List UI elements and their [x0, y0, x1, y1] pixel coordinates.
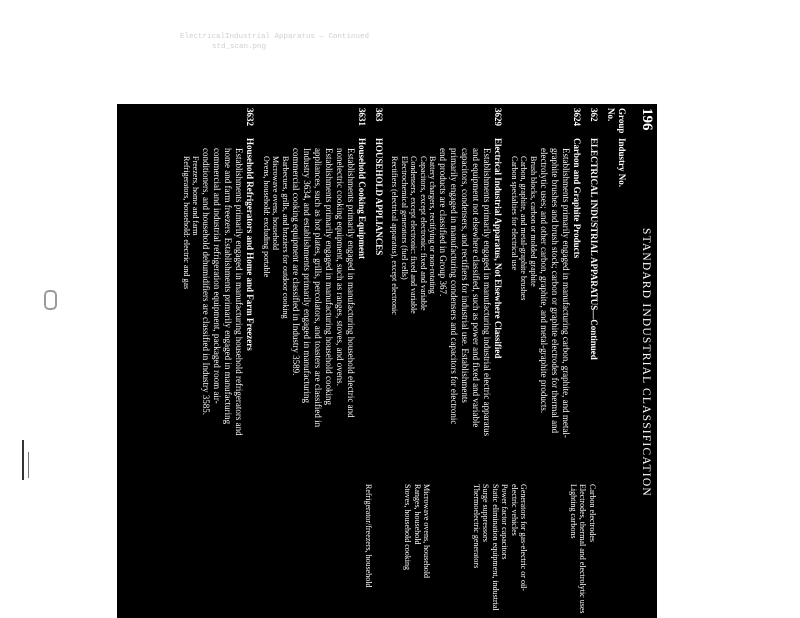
stamp-line-1: ElectricalIndustrial Apparatus — Continued	[180, 33, 370, 41]
group-code: 363	[374, 108, 384, 122]
stamp-line-2: std_scan.png	[212, 43, 267, 51]
industry-items	[390, 138, 438, 438]
section-heading: ELECTRICAL INDUSTRIAL APPARATUS—Continued	[589, 138, 599, 360]
industry-items	[510, 138, 539, 438]
list-item: Carbon specialties for electrical use	[510, 156, 519, 271]
scanned-page	[117, 104, 657, 618]
industry-description: Establishments primarily engaged in manufacturing carbon, graphite, and metal-graphite brushes and brush stock; carbon or graphite electrodes for thermal and electrolytic uses; and other carbon, graphite, and metal-graphite products.	[539, 148, 571, 438]
list-item: Freezers, home and farm	[191, 156, 201, 236]
list-item: Barbecues, grills, and braziers for outdoor cooking	[281, 156, 290, 319]
industry-title: Household Refrigerators and Home and Farm Freezers	[245, 138, 256, 351]
industry-no-header: Industry No.	[617, 138, 627, 188]
list-item: Battery chargers, rectifying or non-rotating	[428, 156, 438, 294]
section-heading-row	[373, 108, 384, 438]
list-item: Carbon electrodes	[588, 484, 597, 542]
list-item: Brush blocks, carbon or molded graphite	[529, 156, 538, 287]
industry-entry	[262, 108, 368, 438]
list-item: Thermoelectric generators	[472, 484, 481, 569]
rotated-page-content	[117, 104, 657, 618]
list-item: Rectifiers (electrical apparatus), except electronic	[390, 156, 400, 315]
list-item: Ranges, household	[413, 484, 422, 545]
industry-title: Electrical Industrial Apparatus, Not Elsewhere Classified	[493, 138, 504, 359]
industry-code: 3632	[245, 108, 256, 126]
list-item: Ovens, household: excluding portable	[262, 156, 271, 278]
industry-code: 3624	[572, 108, 582, 126]
list-item: Lighting carbons	[569, 484, 578, 539]
running-title: STANDARD INDUSTRIAL CLASSIFICATION	[640, 228, 652, 497]
list-item: Electrodes, thermal and electrolytic uses	[578, 484, 588, 614]
group-code: 362	[589, 108, 599, 122]
industry-code: 3629	[493, 108, 504, 126]
industry-title: Household Cooking Equipment	[357, 138, 367, 260]
column-headers	[605, 108, 627, 438]
industry-title: Carbon and Graphite Products	[572, 138, 582, 259]
group-no-header: Group No.	[606, 108, 627, 134]
page-header	[633, 108, 655, 614]
scan-stamp	[180, 32, 369, 52]
section-heading: HOUSEHOLD APPLIANCES	[374, 138, 384, 256]
list-item: Power factor capacitors	[500, 484, 510, 560]
list-item: Refrigerator/freezers, household	[364, 484, 373, 588]
margin-tick-2	[28, 452, 29, 478]
main-column	[182, 108, 628, 438]
list-item: Capacitors, except electronic: fixed and variable	[419, 156, 428, 311]
right-column	[364, 484, 598, 614]
list-item: Static elimination equipment, industrial	[491, 484, 500, 611]
margin-mark	[44, 290, 57, 310]
list-item: Generators for gas-electric or oil-electric vehicles	[510, 484, 529, 592]
list-item: Microwave ovens, household	[271, 156, 281, 250]
list-item: Surge suppressors	[481, 484, 491, 542]
list-item: Stoves, household cooking	[403, 484, 413, 570]
list-item: Carbon, graphite, and metal-graphite brushes	[519, 156, 529, 301]
section-heading-row	[588, 108, 599, 438]
page-number: 196	[639, 108, 655, 131]
industry-items	[262, 138, 291, 438]
list-item: Condensers, except electronic: fixed and variable	[409, 156, 419, 314]
industry-items	[182, 138, 201, 438]
industry-entry	[390, 108, 504, 438]
margin-tick	[22, 440, 24, 480]
list-item: Electrochemical generators (fuel cells)	[400, 156, 409, 280]
industry-description: Establishments primarily engaged in manufacturing household electric and nonelectric cooking equipment, such as ranges, stoves, and ovens. Establishments primarily engaged in manufacturing household cooking appliances, such as hot plates, grills, percolators, and toasters are classified in Industry 3634, and establishments primarily engaged in manufacturing commercial cooking equipment are classified in Industry 3589.	[291, 148, 356, 428]
industry-code: 3631	[357, 108, 367, 126]
industry-entry	[510, 108, 583, 438]
industry-description: Establishments primarily engaged in manufacturing household refrigerators and home and farm freezers. Establishments primarily engaged in manufacturing commercial and industrial refrigeration equipment, packaged room air-conditioners, and household dehumidifiers are classified in Industry 3585.	[201, 148, 245, 436]
industry-description: Establishments primarily engaged in manufacturing industrial electric apparatus and equipment not elsewhere classified, such as power and fixed and variable capacitors, condensers, and rectifiers for industrial use. Establishments primarily engaged in manufacturing condensers and capacitors for electronic end products are classified in Group 367.	[438, 148, 493, 437]
list-item: Refrigerators, household: electric and gas	[182, 156, 191, 290]
list-item: Microwave ovens, household	[422, 484, 432, 578]
industry-entry	[182, 108, 256, 438]
